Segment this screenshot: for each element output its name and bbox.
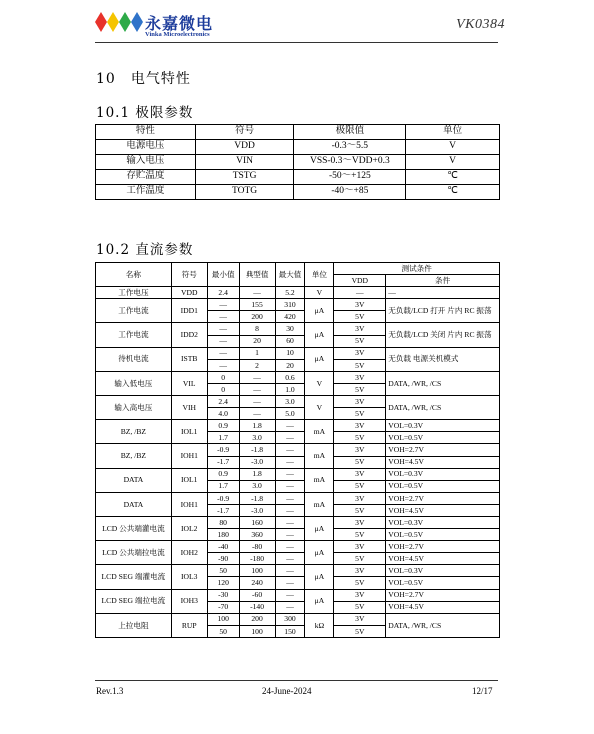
value-max: 1.0 [275,383,305,395]
param-symbol: TSTG [195,170,294,185]
value-min: 0 [207,383,239,395]
value-typ: 240 [239,577,275,589]
test-vdd: 5V [334,311,386,323]
value-max: — [275,456,305,468]
footer-revision: Rev.1.3 [96,686,124,696]
param-unit: μA [305,347,334,371]
section-title-dc: 10.2 直流参数 [96,242,194,258]
param-limit-value: -50～+125 [294,170,406,185]
value-typ: 1.8 [239,420,275,432]
table-row [96,299,500,311]
value-typ: 200 [239,311,275,323]
param-name: 电源电压 [96,140,196,155]
value-typ: 200 [239,613,275,625]
param-name: 输入高电压 [96,396,172,420]
test-vdd: 3V [334,541,386,553]
value-max: 420 [275,311,305,323]
test-vdd: 3V [334,613,386,625]
value-typ: -3.0 [239,456,275,468]
test-condition: VOH=2.7V [386,444,500,456]
test-condition: VOL=0.3V [386,516,500,528]
test-condition: DATA, /WR, /CS [386,613,500,637]
table-row [96,444,500,456]
col-header-unit: 单位 [305,263,334,287]
test-condition: — [386,287,500,299]
param-name: 待机电流 [96,347,172,371]
test-vdd: 5V [334,432,386,444]
value-typ: 20 [239,335,275,347]
param-name: 上拉电阻 [96,613,172,637]
value-min: 2.4 [207,287,239,299]
value-max: 5.2 [275,287,305,299]
col-header-vdd: VDD [334,275,386,287]
param-symbol: IOL1 [171,420,207,444]
value-max: — [275,468,305,480]
param-unit: mA [305,468,334,492]
test-vdd: 5V [334,359,386,371]
value-typ: 1.8 [239,468,275,480]
param-unit: V [406,140,500,155]
param-unit: μA [305,541,334,565]
value-min: 1.7 [207,480,239,492]
test-condition: VOH=4.5V [386,456,500,468]
test-vdd: 5V [334,601,386,613]
value-max: — [275,480,305,492]
value-max: — [275,589,305,601]
param-symbol: IOL2 [171,516,207,540]
value-min: — [207,347,239,359]
param-symbol: IOL1 [171,468,207,492]
col-header-max: 最大值 [275,263,305,287]
param-symbol: VIN [195,155,294,170]
test-condition: VOL=0.5V [386,432,500,444]
value-min: — [207,299,239,311]
param-name: 工作电流 [96,299,172,323]
value-min: -1.7 [207,504,239,516]
param-symbol: IDD2 [171,323,207,347]
value-max: 20 [275,359,305,371]
param-name: 工作温度 [96,185,196,200]
param-unit: μA [305,516,334,540]
test-condition: VOL=0.3V [386,565,500,577]
value-max: — [275,444,305,456]
param-unit: V [305,371,334,395]
test-condition: VOH=2.7V [386,541,500,553]
table-row [96,185,500,200]
value-max: 10 [275,347,305,359]
test-vdd: 3V [334,468,386,480]
param-name: 存贮温度 [96,170,196,185]
value-min: -30 [207,589,239,601]
value-typ: 2 [239,359,275,371]
param-name: 输入电压 [96,155,196,170]
value-typ: — [239,371,275,383]
value-max: — [275,541,305,553]
param-symbol: ISTB [171,347,207,371]
table-row [96,613,500,625]
param-limit-value: -0.3～5.5 [294,140,406,155]
value-min: -1.7 [207,456,239,468]
value-typ: — [239,383,275,395]
param-unit: ℃ [406,170,500,185]
value-max: 0.6 [275,371,305,383]
value-max: — [275,529,305,541]
value-min: — [207,323,239,335]
table-row [96,323,500,335]
param-name: LCD 公共端拉电流 [96,541,172,565]
param-symbol: IDD1 [171,299,207,323]
value-typ: — [239,287,275,299]
param-unit: V [305,287,334,299]
param-symbol: VIH [171,396,207,420]
param-name: BZ, /BZ [96,444,172,468]
test-vdd: 5V [334,408,386,420]
param-symbol: IOL3 [171,565,207,589]
table-row [96,541,500,553]
col-header-test-conditions: 测试条件 [334,263,500,275]
value-max: — [275,504,305,516]
test-vdd: 5V [334,577,386,589]
test-condition: VOH=4.5V [386,553,500,565]
test-vdd: 3V [334,371,386,383]
test-condition: VOL=0.5V [386,577,500,589]
test-vdd: 5V [334,504,386,516]
col-header-value: 极限值 [294,125,406,140]
value-max: 3.0 [275,396,305,408]
test-vdd: 5V [334,383,386,395]
test-condition: 无负载 电源关机模式 [386,347,500,371]
value-max: 30 [275,323,305,335]
value-min: 0.9 [207,468,239,480]
param-limit-value: -40～+85 [294,185,406,200]
value-typ: 3.0 [239,480,275,492]
test-vdd: 3V [334,516,386,528]
test-condition: VOL=0.3V [386,468,500,480]
test-vdd: 3V [334,323,386,335]
value-min: -70 [207,601,239,613]
table-row [96,347,500,359]
value-typ: 8 [239,323,275,335]
param-unit: μA [305,323,334,347]
value-min: 50 [207,565,239,577]
value-min: -90 [207,553,239,565]
value-typ: 100 [239,565,275,577]
param-name: DATA [96,468,172,492]
value-max: 150 [275,625,305,637]
value-min: 2.4 [207,396,239,408]
value-max: — [275,601,305,613]
test-vdd: 5V [334,625,386,637]
test-condition: VOL=0.3V [386,420,500,432]
test-condition: VOH=2.7V [386,589,500,601]
value-min: 100 [207,613,239,625]
value-max: — [275,577,305,589]
value-typ: — [239,396,275,408]
test-vdd: 3V [334,396,386,408]
test-condition: DATA, /WR, /CS [386,371,500,395]
table-row [96,371,500,383]
table-row [96,170,500,185]
table-row [96,565,500,577]
value-min: 50 [207,625,239,637]
brand-name-en: Vinka Microelectronics [145,31,210,38]
test-condition: 无负载/LCD 关闭 片内 RC 振荡 [386,323,500,347]
value-typ: 1 [239,347,275,359]
table-row [96,468,500,480]
param-symbol: VDD [195,140,294,155]
value-min: 0 [207,371,239,383]
param-unit: μA [305,565,334,589]
header-divider [95,42,498,43]
value-typ: -60 [239,589,275,601]
test-vdd: 3V [334,492,386,504]
test-vdd: 5V [334,456,386,468]
value-min: — [207,311,239,323]
param-symbol: VIL [171,371,207,395]
value-min: 80 [207,516,239,528]
value-min: 4.0 [207,408,239,420]
col-header-name: 特性 [96,125,196,140]
param-unit: mA [305,444,334,468]
test-condition: VOH=4.5V [386,504,500,516]
param-unit: V [305,396,334,420]
value-max: — [275,553,305,565]
test-vdd: 5V [334,529,386,541]
value-typ: -1.8 [239,492,275,504]
section-title-electrical: 10 电气特性 [96,71,191,87]
table-row [96,287,500,299]
test-condition: VOL=0.5V [386,480,500,492]
value-min: -40 [207,541,239,553]
param-limit-value: VSS-0.3～VDD+0.3 [294,155,406,170]
param-name: BZ, /BZ [96,420,172,444]
value-typ: 160 [239,516,275,528]
vinka-logo-icon [95,10,143,34]
value-min: 120 [207,577,239,589]
test-condition: VOH=2.7V [386,492,500,504]
table-row [96,396,500,408]
col-header-min: 最小值 [207,263,239,287]
param-unit: μA [305,299,334,323]
test-condition: VOH=4.5V [386,601,500,613]
test-condition: VOL=0.5V [386,529,500,541]
value-typ: — [239,408,275,420]
param-symbol: IOH1 [171,492,207,516]
value-min: 1.7 [207,432,239,444]
footer-page-number: 12/17 [472,686,493,696]
col-header-symbol: 符号 [171,263,207,287]
value-min: — [207,335,239,347]
param-name: LCD SEG 端拉电流 [96,589,172,613]
table-row [96,589,500,601]
test-condition: 无负载/LCD 打开 片内 RC 振荡 [386,299,500,323]
param-unit: kΩ [305,613,334,637]
value-typ: 3.0 [239,432,275,444]
value-min: 180 [207,529,239,541]
col-header-name: 名称 [96,263,172,287]
section-title-limits: 10.1 极限参数 [96,105,194,121]
brand-name-cn: 永嘉微电 [145,14,214,33]
value-min: -0.9 [207,444,239,456]
col-header-unit: 单位 [406,125,500,140]
col-header-symbol: 符号 [195,125,294,140]
value-min: 0.9 [207,420,239,432]
test-vdd: 5V [334,335,386,347]
test-condition: DATA, /WR, /CS [386,396,500,420]
param-symbol: IOH2 [171,541,207,565]
param-symbol: IOH1 [171,444,207,468]
param-symbol: TOTG [195,185,294,200]
param-name: DATA [96,492,172,516]
value-typ: -3.0 [239,504,275,516]
test-vdd: — [334,287,386,299]
test-vdd: 3V [334,444,386,456]
value-max: — [275,432,305,444]
table-row [96,140,500,155]
param-unit: μA [305,589,334,613]
param-name: 工作电流 [96,323,172,347]
col-header-typ: 典型值 [239,263,275,287]
model-number: VK0384 [456,17,505,32]
param-name: LCD SEG 端灌电流 [96,565,172,589]
param-unit: mA [305,492,334,516]
param-symbol: IOH3 [171,589,207,613]
value-min: -0.9 [207,492,239,504]
param-name: 输入低电压 [96,371,172,395]
value-typ: -80 [239,541,275,553]
test-vdd: 3V [334,565,386,577]
param-name: LCD 公共端灌电流 [96,516,172,540]
page-header [95,10,505,40]
test-vdd: 3V [334,347,386,359]
table-row [96,492,500,504]
param-symbol: VDD [171,287,207,299]
value-typ: -180 [239,553,275,565]
value-typ: 100 [239,625,275,637]
param-unit: mA [305,420,334,444]
value-typ: -1.8 [239,444,275,456]
value-max: 300 [275,613,305,625]
value-max: — [275,565,305,577]
value-min: — [207,359,239,371]
footer-divider [95,680,498,681]
param-unit: ℃ [406,185,500,200]
value-typ: 155 [239,299,275,311]
table-row [96,516,500,528]
test-vdd: 3V [334,299,386,311]
test-vdd: 3V [334,589,386,601]
value-typ: -140 [239,601,275,613]
limits-header-row [96,125,500,140]
value-max: — [275,420,305,432]
param-symbol: RUP [171,613,207,637]
value-max: — [275,516,305,528]
value-max: 310 [275,299,305,311]
footer-date: 24-June-2024 [262,686,312,696]
dc-header-row [96,263,500,275]
table-row [96,155,500,170]
value-max: — [275,492,305,504]
table-row [96,420,500,432]
value-max: 5.0 [275,408,305,420]
param-name: 工作电压 [96,287,172,299]
param-unit: V [406,155,500,170]
test-vdd: 5V [334,553,386,565]
test-vdd: 5V [334,480,386,492]
value-max: 60 [275,335,305,347]
test-vdd: 3V [334,420,386,432]
value-typ: 360 [239,529,275,541]
limits-table [95,124,500,200]
dc-parameters-table [95,262,500,638]
col-header-condition: 条件 [386,275,500,287]
